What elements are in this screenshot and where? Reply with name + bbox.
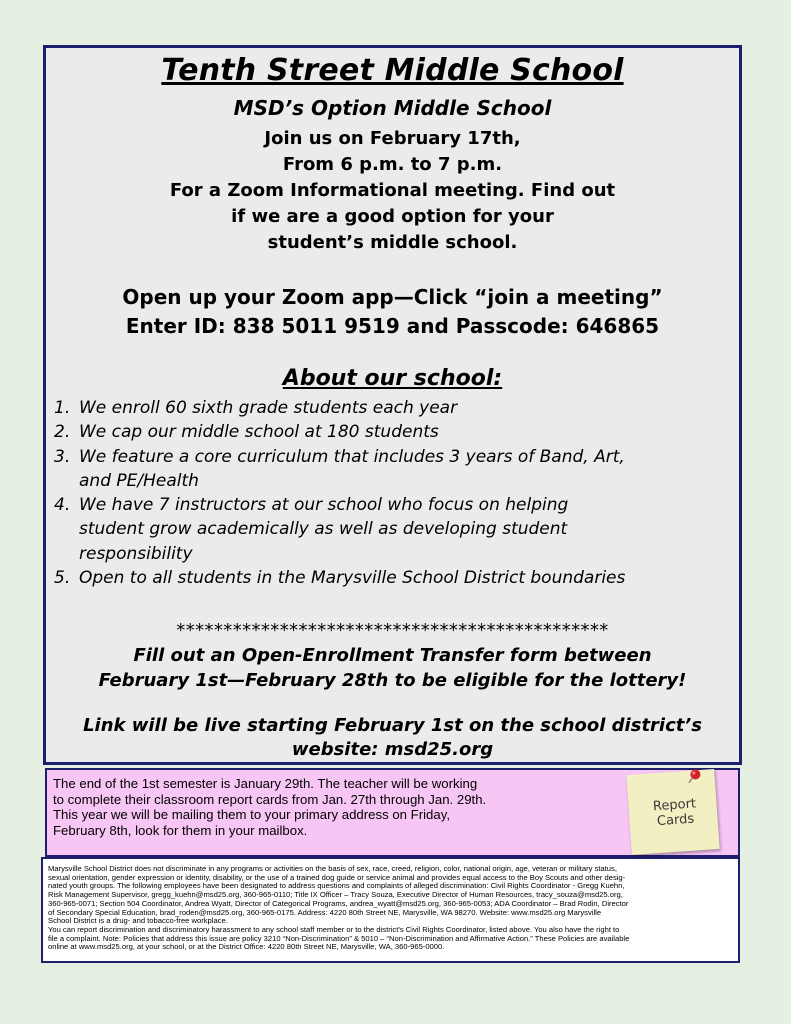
- report-card-notice: [45, 768, 740, 857]
- zoom-instructions: [46, 283, 739, 341]
- list-item: [54, 493, 714, 566]
- website-notice: [46, 714, 739, 762]
- invite-line: student’s middle school.: [267, 232, 518, 253]
- list-item: [54, 420, 714, 444]
- meeting-invite: [46, 126, 739, 256]
- notice-line: to complete their classroom report cards from Jan. 27th through Jan. 29th.: [53, 791, 487, 807]
- list-text: student grow academically as well as developing student: [79, 519, 568, 540]
- list-number: 5.: [54, 568, 71, 589]
- invite-line: From 6 p.m. to 7 p.m.: [282, 154, 503, 175]
- enrollment-line: February 1st—February 28th to be eligible for the lottery!: [98, 670, 687, 691]
- legal-line: online at www.msd25.org, at your school, or at the District Office: 4220 80th Street NE, Marysville, WA, 360-965-0000.: [48, 943, 445, 952]
- sticky-note-label: Cards: [656, 811, 695, 830]
- enrollment-line: Fill out an Open-Enrollment Transfer form between: [133, 645, 652, 666]
- asterisk-divider: **********************************************: [176, 620, 609, 641]
- push-pin-icon: [686, 768, 703, 785]
- about-heading: About our school:: [282, 366, 503, 391]
- notice-line: This year we will be mailing them to your primary address on Friday,: [53, 807, 450, 822]
- invite-line: if we are a good option for your: [231, 206, 554, 227]
- school-subtitle: MSD’s Option Middle School: [233, 96, 552, 120]
- list-text: We enroll 60 sixth grade students each year: [79, 398, 458, 418]
- legal-line: nated youth groups. The following employees have been designated to address questions and complaints of alleged discrimination: Civil Rights Coordinator - Gregg Kuehn,: [48, 882, 625, 891]
- legal-line: of Secondary Special Education, brad_roden@msd25.org, 360-965-0175. Address: 4220 80th Street NE, Marysville, WA 98270. Website: www.msd25.org Marysville: [48, 908, 602, 917]
- legal-line: You can report discrimination and discriminatory harassment to any school staff member or to the district’s Civil Rights Coordinator, listed above. You also have the right to: [48, 925, 620, 934]
- legal-line: file a complaint. Note: Policies that address this issue are policy 3210 “Non-Discrimination” & 5010 – “Non-Discrimination and Affirmative Action.” These Policies are available: [48, 934, 630, 943]
- zoom-id-line: Enter ID: 838 5011 9519 and Passcode: 646865: [125, 314, 660, 338]
- list-text: Open to all students in the Marysville School District boundaries: [79, 568, 626, 589]
- list-item: [54, 445, 714, 494]
- legal-line: School District is a drug- and tobacco-free workplace.: [48, 917, 228, 926]
- list-number: 2.: [54, 422, 71, 443]
- invite-line: For a Zoom Informational meeting. Find out: [169, 180, 616, 201]
- list-item: [54, 566, 714, 590]
- legal-line: 360-965-0071; Section 504 Coordinator, Andrea Wyatt, Director of Categorical Programs, andrea_wyatt@msd25.org, 360-965-0053; ADA Coordinator – Brad Rodin, Director: [48, 899, 629, 908]
- notice-line: The end of the 1st semester is January 29th. The teacher will be working: [53, 776, 478, 791]
- list-number: 3.: [54, 446, 71, 467]
- notice-line: February 8th, look for them in your mailbox.: [53, 822, 308, 838]
- website-line: Link will be live starting February 1st on the school district’s: [83, 715, 702, 736]
- invite-line: Join us on February 17th,: [264, 128, 521, 149]
- legal-line: Risk Management Supervisor, gregg_kuehn@msd25.org, 360-965-0110; Title IX Officer – Tracy Souza, Executive Director of Human Resources, tracy_souza@msd25.org,: [48, 891, 623, 900]
- list-number: 4.: [54, 495, 71, 516]
- zoom-join-line: Open up your Zoom app—Click “join a meeting”: [122, 285, 663, 309]
- sticky-note-label: Report: [652, 796, 697, 815]
- list-text: responsibility: [79, 543, 193, 564]
- list-number: 1.: [54, 398, 71, 418]
- about-list: [54, 396, 714, 590]
- nondiscrimination-statement: [41, 857, 740, 963]
- report-cards-sticky-note: [626, 769, 719, 855]
- flyer-main-panel: [43, 45, 742, 765]
- legal-line: Marysville School District does not discriminate in any programs or activities on the basis of sex, race, creed, religion, color, national origin, age, veteran or military status,: [48, 865, 617, 873]
- school-title: Tenth Street Middle School: [161, 53, 624, 88]
- website-line: website: msd25.org: [291, 739, 494, 760]
- list-text: We have 7 instructors at our school who focus on helping: [79, 495, 569, 516]
- list-text: We cap our middle school at 180 students: [79, 422, 439, 443]
- legal-line: sexual orientation, gender expression or identity, disability, or the use of a trained dog guide or service animal and provides equal access to the Boy Scouts and other desig-: [48, 873, 626, 882]
- list-text: and PE/Health: [79, 470, 199, 491]
- list-item: [54, 396, 714, 420]
- report-card-text: [53, 776, 486, 838]
- list-text: We feature a core curriculum that includes 3 years of Band, Art,: [79, 446, 625, 467]
- enrollment-notice: [46, 643, 739, 693]
